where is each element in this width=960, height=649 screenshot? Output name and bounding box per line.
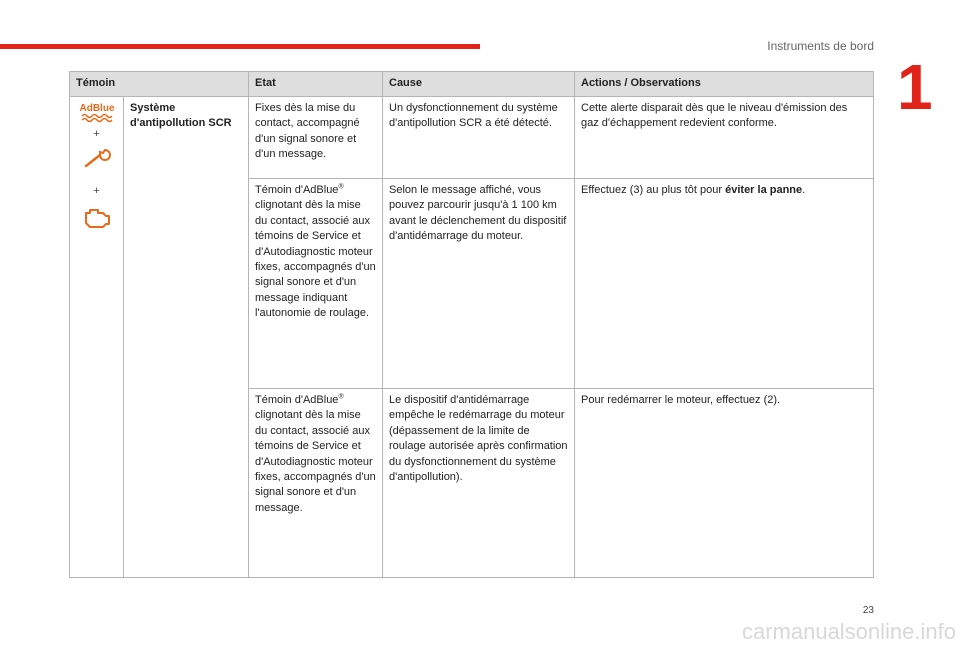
engine-diagnostic-icon bbox=[81, 204, 113, 230]
watermark: carmanualsonline.info bbox=[741, 619, 956, 644]
column-header-etat: Etat bbox=[249, 72, 383, 97]
column-header-cause: Cause bbox=[383, 72, 575, 97]
etat-cell: Témoin d'AdBlue® clignotant dès la mise du contact, associé aux témoins de Service et d'Autodiagnostic moteur fixes, accompagnés d'un signal sonore et d'un message. bbox=[249, 389, 383, 578]
cause-cell: Selon le message affiché, vous pouvez parcourir jusqu'à 1 100 km avant le déclenchement du dispositif d'antidémarrage du moteur. bbox=[383, 179, 575, 389]
column-header-actions: Actions / Observations bbox=[575, 72, 874, 97]
action-cell: Pour redémarrer le moteur, effectuez (2). bbox=[575, 389, 874, 578]
etat-cell: Témoin d'AdBlue® clignotant dès la mise du contact, associé aux témoins de Service et d'Autodiagnostic moteur fixes, accompagnés d'un signal sonore et d'un message indiquant l'autonomie de roulage. bbox=[249, 179, 383, 389]
wrench-service-icon bbox=[82, 146, 112, 170]
icons-cell bbox=[70, 97, 124, 578]
table-row bbox=[70, 97, 874, 179]
table-header-row bbox=[70, 72, 874, 97]
column-header-temoin: Témoin bbox=[70, 72, 249, 97]
action-cell: Cette alerte disparait dès que le niveau d'émission des gaz d'échappement redevient conforme. bbox=[575, 97, 874, 179]
chapter-number: 1 bbox=[897, 51, 933, 123]
warning-lights-table bbox=[69, 71, 874, 578]
top-accent-bar bbox=[0, 44, 480, 49]
adblue-warning-icon bbox=[79, 101, 115, 123]
etat-cell: Fixes dès la mise du contact, accompagné d'un signal sonore et d'un message. bbox=[249, 97, 383, 179]
action-cell: Effectuez (3) au plus tôt pour éviter la panne. bbox=[575, 179, 874, 389]
plus-sign: + bbox=[93, 128, 100, 140]
cause-cell: Un dysfonctionnement du système d'antipollution SCR a été détecté. bbox=[383, 97, 575, 179]
section-title: Instruments de bord bbox=[767, 39, 874, 53]
cause-cell: Le dispositif d'antidémarrage empêche le redémarrage du moteur (dépassement de la limite de roulage autorisée après confirmation du dysfonctionnement du système d'antipollution). bbox=[383, 389, 575, 578]
page-number: 23 bbox=[862, 605, 874, 616]
svg-text:AdBlue: AdBlue bbox=[79, 103, 114, 114]
plus-sign: + bbox=[93, 185, 100, 198]
system-label: Système d'antipollution SCR bbox=[124, 97, 249, 578]
